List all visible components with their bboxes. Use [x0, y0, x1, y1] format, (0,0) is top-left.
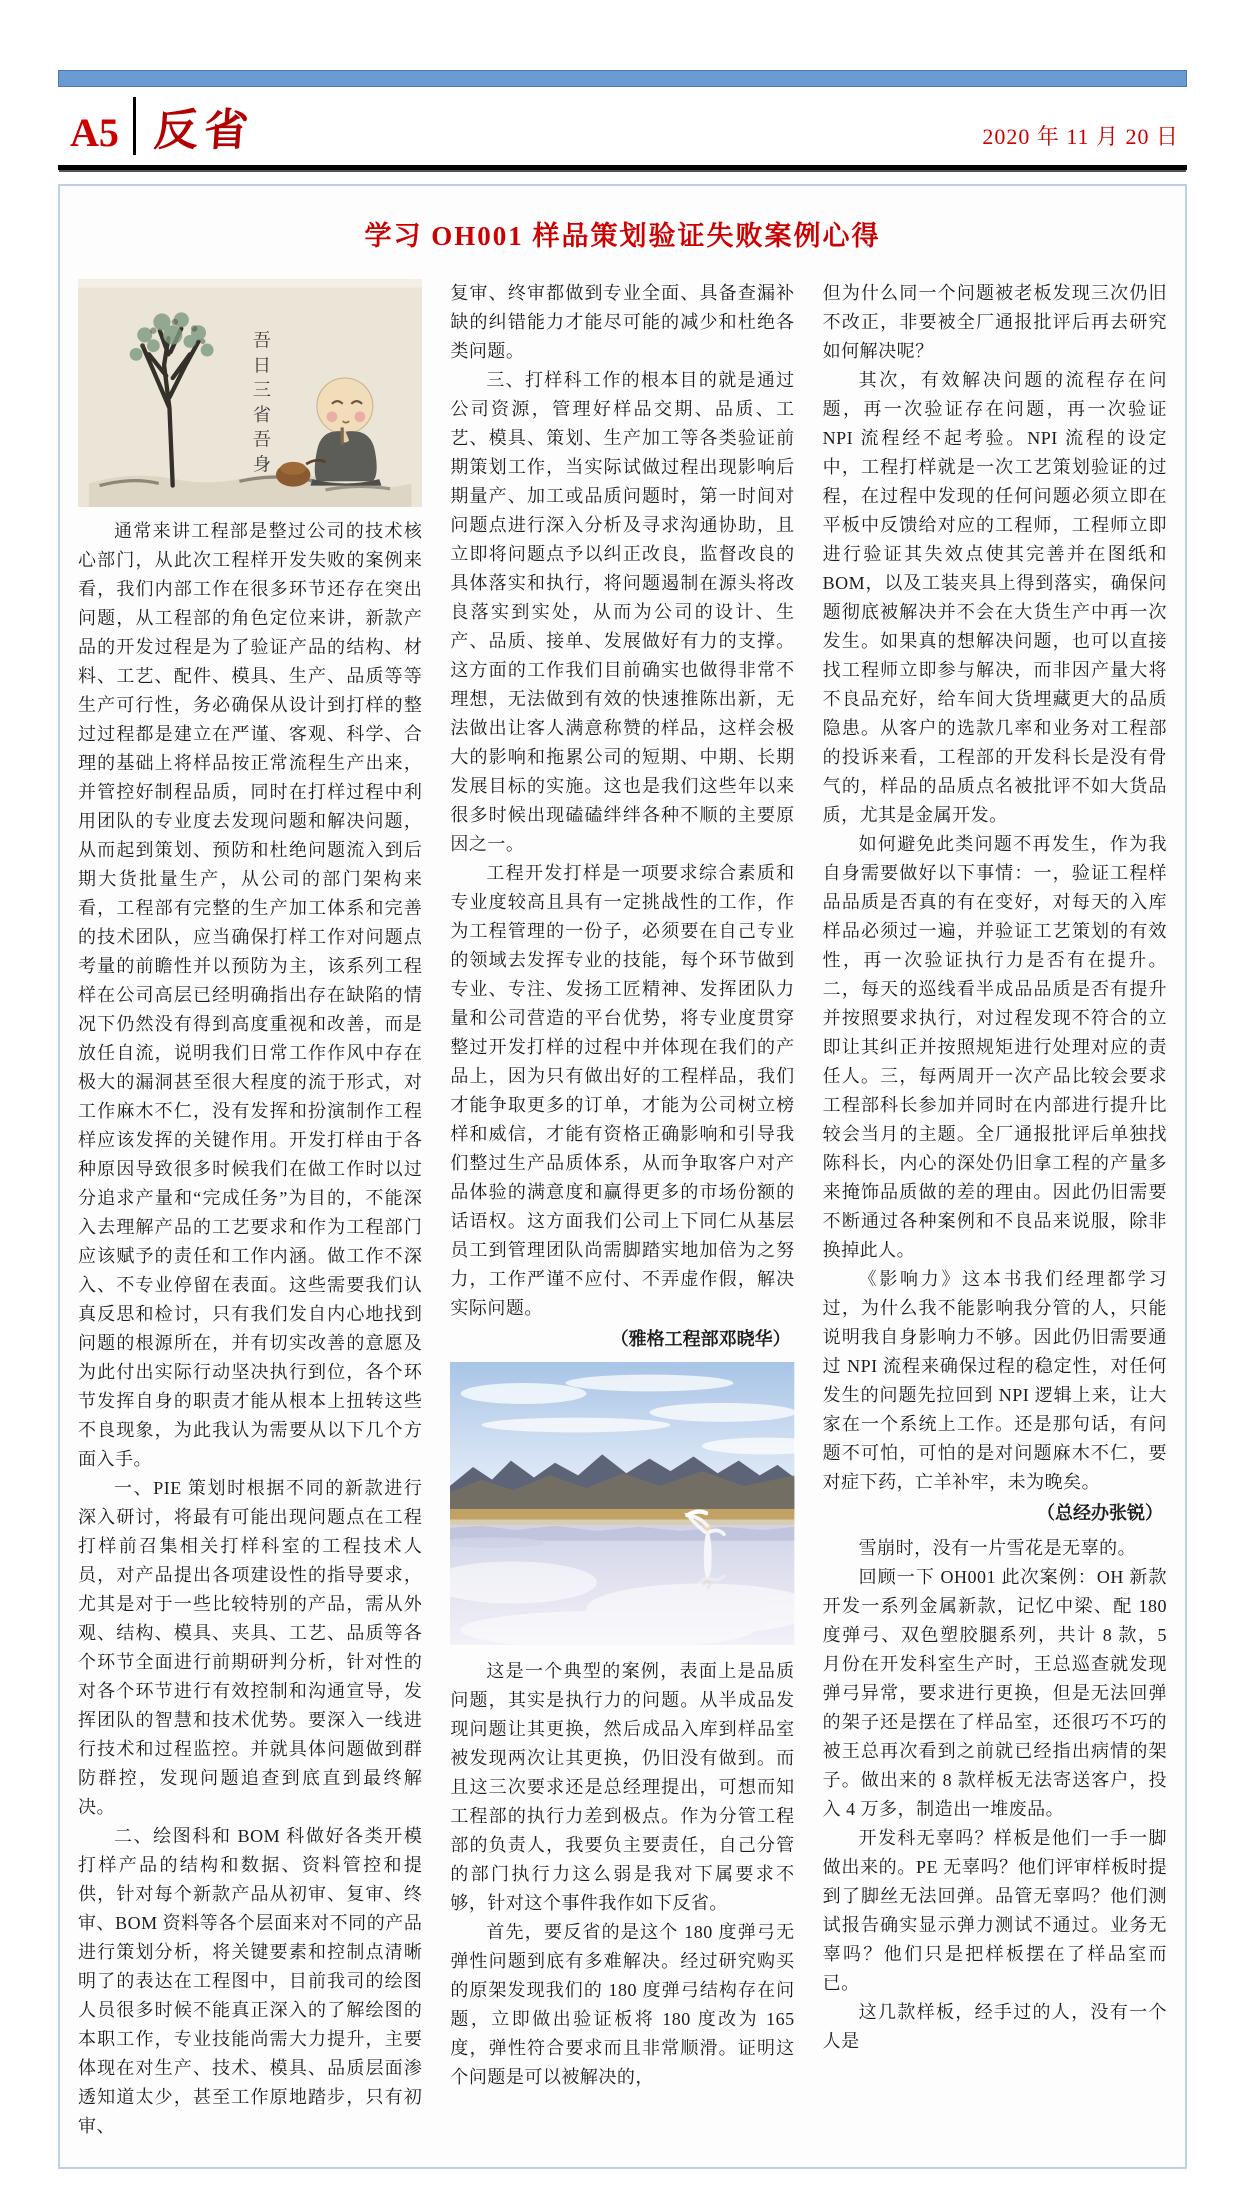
paragraph: 三、打样科工作的根本目的就是通过公司资源，管理好样品交期、品质、工艺、模具、策划、生产加工等各类验证前期策划工作，当实际试做过程出现影响后期量产、加工或品质问题时，第一时间对问题点进行深入分析及寻求沟通协助，且立即将问题点予以纠正改良，监督改良的具体落实和执行，将问题遏制在源头将改良落实到实处，从而为公司的设计、生产、品质、接单、发展做好有力的支撑。这方面的工作我们目前确实也做得非常不理想，无法做到有效的快速推陈出新，无法做出让客人满意称赞的样品，这样会极大的影响和拖累公司的短期、中期、长期发展目标的实施。这也是我们这些年以来很多时候出现磕磕绊绊各种不顺的主要原因之一。 [450, 370, 795, 854]
monk-ink-painting-svg [78, 279, 422, 507]
paragraph: 回顾一下 OH001 此次案例：OH 新款开发一系列金属新款，记忆中梁、配 180 度弹弓、双色塑胶腿系列，共计 8 款，5 月份在开发科室生产时，王总巡查就发现弹弓异常，要求进行更换，但是无法回弹的架子还是摆在了样品室，还很巧不巧的被王总再次看到之前就已经指出病情的架子。做出来的 8 款样板无法寄送客户，投入 4 万多，制造出一堆废品。 [822, 1567, 1167, 1819]
masthead-divider [133, 97, 136, 155]
column-1 [78, 279, 422, 2141]
top-blue-bar [58, 70, 1187, 87]
article-columns [78, 279, 1167, 2141]
ink-painting-image [78, 279, 422, 507]
paragraph: 这是一个典型的案例，表面上是品质问题，其实是执行力的问题。从半成品发现问题让其更换，然后成品入库到样品室被发现两次让其更换，仍旧没有做到。而且这三次要求还是总经理提出，可想而知工程部的执行力差到极点。作为分管工程部的负责人，我要负主要责任，自己分管的部门执行力这么弱是我对下属要求不够，针对这个事件我作如下反省。 [450, 1661, 795, 1914]
paragraph: 《影响力》这本书我们经理都学习过，为什么我不能影响我分管的人，只能说明我自身影响力不够。因此仍旧需要通过 NPI 流程来确保过程的稳定性，对任何发生的问题先拉回到 NPI 逻辑上来，让大家在一个系统上工作。还是那句话，有问题不可怕，可怕的是对问题麻木不仁，要对症下药，亡羊补牢，未为晚矣。 [822, 1269, 1167, 1492]
column-3 [823, 279, 1167, 2056]
page-number: A5 [70, 110, 119, 155]
paragraph: 首先，要反省的是这个 180 度弹弓无弹性问题到底有多难解决。经过研究购买的原架发现我们的 180 度弹弓结构存在问题，立即做出验证板将 180 度改为 165 度，弹性符合要求而且非常顺滑。证明这个问题是可以被解决的， [450, 1922, 795, 2088]
svg-text:吾日三省吾身: 吾日三省吾身 [250, 330, 271, 480]
paragraph: 二、绘图科和 BOM 科做好各类开模打样产品的结构和数据、资料管控和提供，针对每个新款产品从初审、复审、终审、BOM 资料等各个层面来对不同的产品进行策划分析，将关键要素和控制点清晰明了的表达在工程图中，目前我司的绘图人员很多时候不能真正深入的了解绘图的本职工作，专业技能尚需大力提升，主要体现在对生产、技术、模具、品质层面渗透知道太少，甚至工作原地踏步，只有初审、 [78, 1826, 423, 2137]
article-title: 学习 OH001 样品策划验证失败案例心得 [364, 221, 881, 251]
column-2 [450, 279, 794, 2092]
paragraph: 雪崩时，没有一片雪花是无辜的。 [858, 1538, 1137, 1558]
paragraph: 如何避免此类问题不再发生，作为我自身需要做好以下事情：一，验证工程样品品质是否真的有在变好，对每天的入库样品必须过一遍，并验证工艺策划的有效性，再一次验证执行力是否有在提升。二，每天的巡线看半成品品质是否有提升并按照要求执行，对过程发现不符合的立即让其纠正并按照规矩进行处理对应的责任人。三，每两周开一次产品比较会要求工程部科长参加并同时在内部进行提升比较会当月的主题。全厂通报批评后单独找陈科长，内心的深处仍旧拿工程的产量多来掩饰品质做的差的理由。因此仍旧需要不断通过各种案例和不良品来说服，除非换掉此人。 [822, 834, 1167, 1260]
issue-date: 2020 年 11 月 20 日 [982, 124, 1179, 149]
masthead-rule [58, 165, 1187, 170]
salt-lake-photo-svg [450, 1362, 794, 1645]
section-title: 反省 [152, 106, 256, 155]
paragraph: 工程开发打样是一项要求综合素质和专业度较高且具有一定挑战性的工作，作为工程管理的一份子，必须要在自己专业的领域去发挥专业的技能，每个环节做到专业、专注、发扬工匠精神、发挥团队力量和公司营造的平台优势，将专业度贯穿整过开发打样的过程中并体现在我们的产品上，因为只有做出好的工程样品，我们才能争取更多的订单，才能为公司树立榜样和威信，才能有资格正确影响和引导我们整过生产品质体系，从而争取客户对产品体验的满意度和赢得更多的市场份额的话语权。这方面我们公司上下同仁从基层员工到管理团队尚需脚踏实地加倍为之努力，工作严谨不应付、不弄虚作假，解决实际问题。 [450, 863, 795, 1318]
author-signature: （雅格工程部邓晓华） [610, 1329, 791, 1349]
paragraph: 一、PIE 策划时根据不同的新款进行深入研讨，将最有可能出现问题点在工程打样前召集相关打样科室的工程技术人员，对产品提出各项建设性的指导要求，尤其是对于一些比较特别的产品，需从外观、结构、模具、夹具、工艺、品质等各个环节全面进行前期研判分析，针对性的对各个环节进行有效控制和沟通宣导，发挥团队的智慧和技术优势。要深入一线进行技术和过程监控。并就具体问题做到群防群控，发现问题追查到底直到最终解决。 [78, 1478, 423, 1818]
paragraph: 其次，有效解决问题的流程存在问题，再一次验证存在问题，再一次验证 NPI 流程经不起考验。NPI 流程的设定中，工程打样就是一次工艺策划验证的过程，在过程中发现的任何问题必须立即在平板中反馈给对应的工程师，工程师立即进行验证其失效点使其完善并在图纸和 BOM，以及工装夹具上得到落实，确保问题彻底被解决并不会在大货生产中再一次发生。如果真的想解决问题，也可以直接找工程师立即参与解决，而非因产量大将不良品充好，给车间大货埋藏更大的品质隐患。从客户的选款几率和业务对工程部的投诉来看，工程部的开发科长是没有骨气的，样品的品质点名被批评不如大货品质，尤其是金属开发。 [822, 370, 1167, 825]
paragraph: 通常来讲工程部是整过公司的技术核心部门，从此次工程样开发失败的案例来看，我们内部工作在很多环节还存在突出问题，从工程部的角色定位来讲，新款产品的开发过程是为了验证产品的结构、材料、工艺、配件、模具、生产、品质等等生产可行性，务必确保从设计到打样的整过过程都是建立在严谨、客观、科学、合理的基础上将样品按正常流程生产出来，并管控好制程品质，同时在打样过程中利用团队的专业度去发现问题和解决问题，从而起到策划、预防和杜绝问题流入到后期大货批量生产，从公司的部门架构来看，工程部有完整的生产加工体系和完善的技术团队，应当确保打样工作对问题点考量的前瞻性并以预防为主，该系列工程样在公司高层已经明确指出存在缺陷的情况下仍然没有得到高度重视和改善，而是放任自流，说明我们日常工作作风中存在极大的漏洞甚至很大程度的流于形式，对工作麻木不仁，没有发挥和扮演制作工程样应该发挥的关键作用。开发打样由于各种原因导致很多时候我们在做工作时以过分追求产量和“完成任务”为目的，不能深入去理解产品的工艺要求和作为工程部门应该赋予的责任和工作内涵。做工作不深入、不专业停留在表面。这些需要我们认真反思和检讨，只有我们发自内心地找到问题的根源所在，并有切实改善的意愿及为此付出实际行动坚决执行到位，各个环节发挥自身的职责才能从根本上扭转这些不良现象，为此我认为需要从以下几个方面入手。 [78, 521, 423, 1470]
article-frame [58, 184, 1187, 2169]
paragraph: 但为什么同一个问题被老板发现三次仍旧不改正，非要被全厂通报批评后再去研究如何解决呢？ [822, 283, 1167, 361]
paragraph: 这几款样板，经手过的人，没有一个人是 [822, 2002, 1167, 2051]
author-signature: （总经办张锐） [1036, 1503, 1163, 1523]
paragraph: 开发科无辜吗？样板是他们一手一脚做出来的。PE 无辜吗？他们评审样板时提到了脚丝无法回弹。品管无辜吗？他们测试报告确实显示弹力测试不通过。业务无辜吗？他们只是把样板摆在了样品室而已。 [822, 1828, 1167, 1993]
salt-lake-photo-image [450, 1362, 794, 1645]
masthead [58, 95, 1187, 161]
paragraph: 复审、终审都做到专业全面、具备查漏补缺的纠错能力才能尽可能的减少和杜绝各类问题。 [450, 283, 795, 361]
